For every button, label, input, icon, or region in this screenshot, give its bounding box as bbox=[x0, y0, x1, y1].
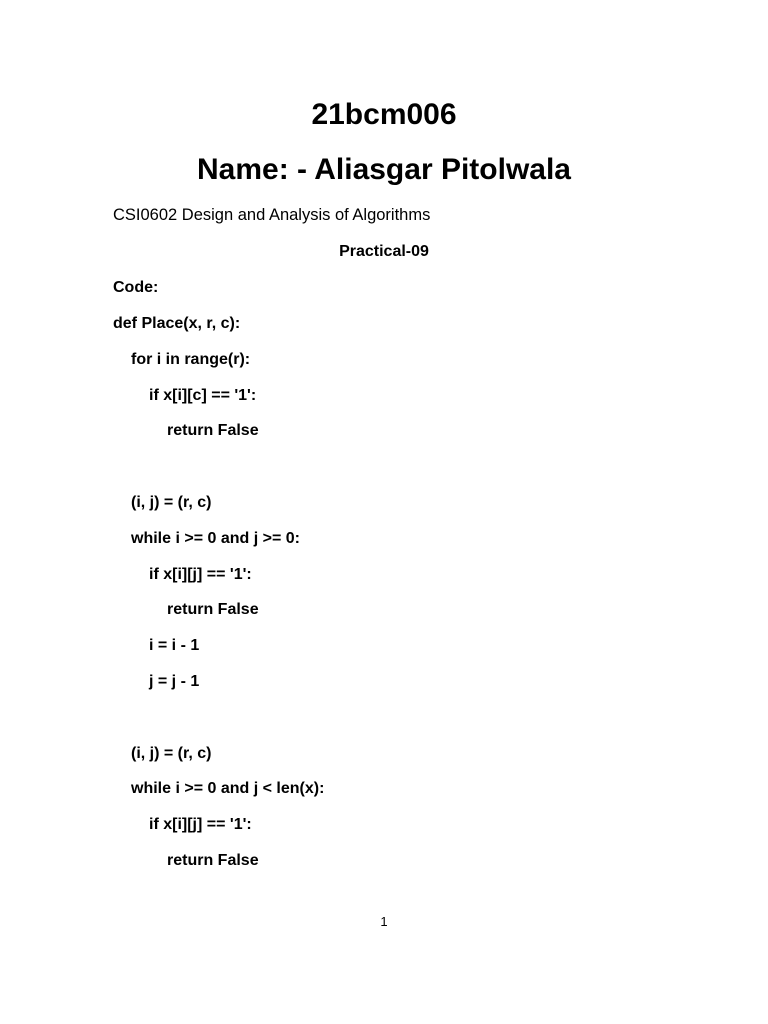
page-number: 1 bbox=[380, 914, 388, 929]
code-line: if x[i][j] == '1': bbox=[149, 816, 252, 834]
code-line: j = j - 1 bbox=[149, 672, 200, 690]
code-line: (i, j) = (r, c) bbox=[131, 744, 212, 762]
code-line-blank bbox=[113, 455, 713, 491]
code-line-blank bbox=[113, 706, 713, 742]
code-line: return False bbox=[167, 601, 259, 619]
code-label: Code: bbox=[113, 279, 159, 296]
code-line: for i in range(r): bbox=[131, 350, 251, 368]
roll-number-heading: 21bcm006 bbox=[311, 98, 457, 131]
code-line: def Place(x, r, c): bbox=[113, 315, 241, 332]
code-block bbox=[113, 312, 713, 885]
code-line: (i, j) = (r, c) bbox=[131, 493, 212, 511]
student-name-heading: Name: - Aliasgar Pitolwala bbox=[196, 153, 571, 186]
code-line: while i >= 0 and j >= 0: bbox=[131, 529, 300, 547]
code-line: if x[i][j] == '1': bbox=[149, 565, 252, 583]
code-line: if x[i][c] == '1': bbox=[149, 386, 257, 404]
code-line: return False bbox=[167, 851, 259, 869]
code-line: return False bbox=[167, 422, 259, 440]
code-line: while i >= 0 and j < len(x): bbox=[131, 780, 325, 798]
course-title: CSI0602 Design and Analysis of Algorithms bbox=[113, 206, 431, 224]
code-line: i = i - 1 bbox=[149, 637, 200, 655]
practical-title: Practical-09 bbox=[339, 243, 429, 260]
